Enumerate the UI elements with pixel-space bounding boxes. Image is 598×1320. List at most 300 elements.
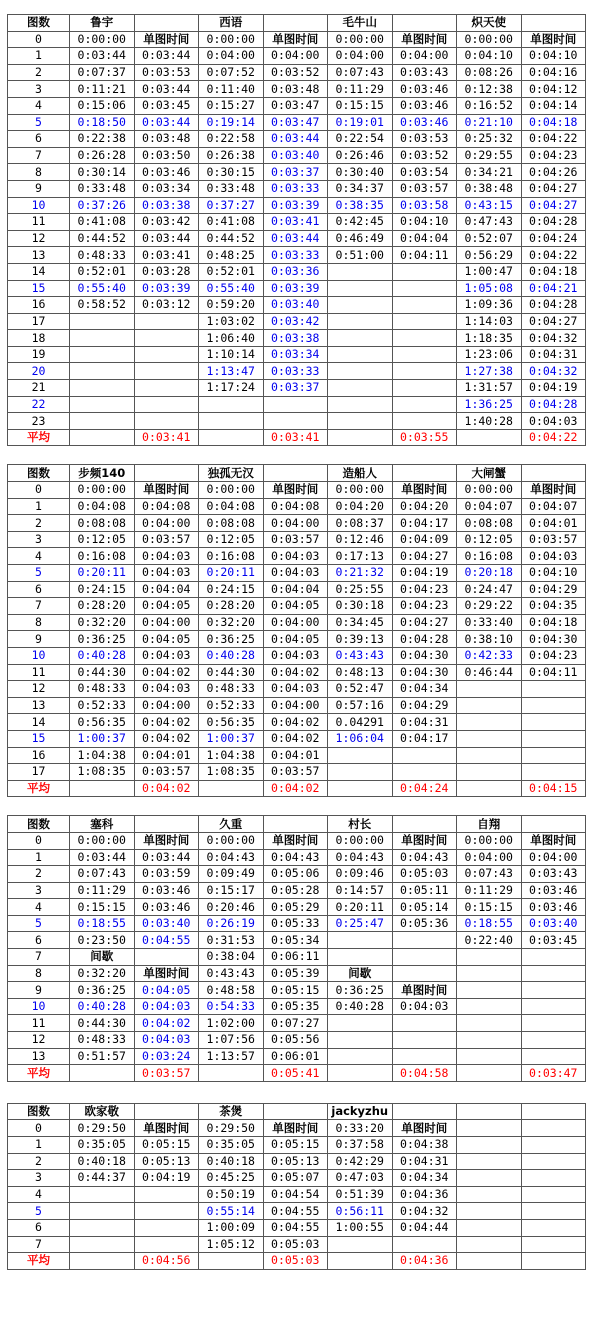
time-cell: 0:04:05 [263, 631, 328, 648]
time-cell [521, 1186, 586, 1203]
time-cell: 0:03:48 [134, 131, 199, 148]
time-cell [521, 949, 586, 966]
time-cell: 0:05:03 [263, 1236, 328, 1253]
map-index: 22 [8, 396, 70, 413]
time-cell: 0:48:33 [70, 1032, 135, 1049]
time-cell: 0:20:11 [199, 565, 264, 582]
time-cell: 0:41:08 [199, 214, 264, 231]
time-cell: 0:04:26 [521, 164, 586, 181]
time-cell: 0:43:43 [199, 965, 264, 982]
time-cell: 0:04:00 [392, 48, 457, 65]
time-cell: 0:03:39 [263, 197, 328, 214]
average-empty [70, 429, 135, 446]
time-cell: 0:04:18 [521, 263, 586, 280]
map-index: 7 [8, 598, 70, 615]
time-cell: 1:00:47 [457, 263, 522, 280]
time-cell: 0:05:29 [263, 899, 328, 916]
time-cell [328, 949, 393, 966]
map-index: 11 [8, 214, 70, 231]
time-cell [392, 747, 457, 764]
header-row [8, 15, 586, 32]
time-cell: 0:55:14 [199, 1203, 264, 1220]
time-cell [328, 747, 393, 764]
map-index: 12 [8, 230, 70, 247]
time-cell: 0.04291 [328, 714, 393, 731]
time-cell: 0:36:25 [199, 631, 264, 648]
time-cell: 0:00:00 [70, 482, 135, 499]
time-cell: 0:30:18 [328, 598, 393, 615]
time-cell [457, 1203, 522, 1220]
time-cell: 0:52:33 [199, 697, 264, 714]
time-cell: 0:05:15 [134, 1137, 199, 1154]
time-cell: 0:35:05 [70, 1137, 135, 1154]
time-cell: 0:04:10 [521, 565, 586, 582]
time-cell: 0:12:05 [70, 531, 135, 548]
time-cell: 0:03:44 [134, 230, 199, 247]
time-cell: 0:03:42 [263, 313, 328, 330]
time-cell: 0:03:44 [70, 48, 135, 65]
data-row [8, 647, 586, 664]
time-cell: 0:03:44 [263, 230, 328, 247]
time-cell [521, 1120, 586, 1137]
time-cell: 0:00:00 [328, 482, 393, 499]
data-row [8, 131, 586, 148]
map-index: 5 [8, 915, 70, 932]
time-cell: 0:03:34 [134, 180, 199, 197]
player-name: 步频140 [70, 465, 135, 482]
time-cell: 0:04:43 [328, 849, 393, 866]
time-cell [134, 413, 199, 430]
time-cell: 0:11:29 [457, 882, 522, 899]
header-empty [263, 15, 328, 32]
time-cell [134, 1186, 199, 1203]
time-cell: 0:04:00 [134, 697, 199, 714]
time-cell: 0:29:50 [70, 1120, 135, 1137]
time-cell: 0:03:44 [263, 131, 328, 148]
time-cell: 0:03:57 [263, 764, 328, 781]
time-cell: 0:11:21 [70, 81, 135, 98]
time-cell: 0:51:00 [328, 247, 393, 264]
average-row [8, 429, 586, 446]
time-cell [521, 764, 586, 781]
time-cell [70, 346, 135, 363]
time-cell: 0:04:03 [134, 1032, 199, 1049]
data-row [8, 164, 586, 181]
player-name: 造船人 [328, 465, 393, 482]
time-cell [199, 396, 264, 413]
map-index: 20 [8, 363, 70, 380]
time-cell: 0:04:31 [392, 1153, 457, 1170]
time-cell: 0:04:03 [392, 998, 457, 1015]
time-cell: 0:04:12 [521, 81, 586, 98]
header-empty [521, 816, 586, 833]
time-cell: 0:28:20 [70, 598, 135, 615]
data-row [8, 197, 586, 214]
time-cell [392, 297, 457, 314]
time-cell [521, 681, 586, 698]
average-empty [457, 1065, 522, 1082]
data-row [8, 97, 586, 114]
time-cell: 0:48:33 [199, 681, 264, 698]
map-index: 4 [8, 548, 70, 565]
time-cell: 0:04:29 [392, 697, 457, 714]
time-cell: 0:52:07 [457, 230, 522, 247]
average-value: 0:03:55 [392, 429, 457, 446]
time-cell: 0:44:52 [70, 230, 135, 247]
time-cell [392, 1032, 457, 1049]
time-cell: 0:04:16 [521, 64, 586, 81]
time-cell: 0:04:02 [263, 714, 328, 731]
time-cell: 0:38:04 [199, 949, 264, 966]
data-row [8, 230, 586, 247]
time-cell [457, 1048, 522, 1065]
time-cell [521, 747, 586, 764]
map-index: 6 [8, 581, 70, 598]
time-cell: 0:04:01 [521, 515, 586, 532]
time-cell [521, 1170, 586, 1187]
time-cell: 0:26:28 [70, 147, 135, 164]
player-name: 独孤无汉 [199, 465, 264, 482]
time-cell: 0:14:57 [328, 882, 393, 899]
time-cell [328, 363, 393, 380]
time-cell: 0:04:04 [263, 581, 328, 598]
time-cell: 0:15:15 [457, 899, 522, 916]
time-cell [328, 313, 393, 330]
time-cell: 0:52:01 [199, 263, 264, 280]
map-index: 9 [8, 180, 70, 197]
time-cell: 0:07:27 [263, 1015, 328, 1032]
time-cell [328, 297, 393, 314]
time-cell: 0:04:08 [263, 498, 328, 515]
split-label: 间歇 [328, 965, 393, 982]
split-label: 单图时间 [134, 482, 199, 499]
time-cell: 0:04:22 [521, 247, 586, 264]
time-cell: 0:04:18 [521, 614, 586, 631]
data-row [8, 1048, 586, 1065]
player-name: 毛牛山 [328, 15, 393, 32]
time-cell: 1:08:35 [199, 764, 264, 781]
time-cell: 0:05:35 [263, 998, 328, 1015]
time-cell [70, 1236, 135, 1253]
time-cell: 0:42:45 [328, 214, 393, 231]
header-empty [263, 1103, 328, 1120]
map-index: 9 [8, 982, 70, 999]
time-cell: 0:03:45 [134, 97, 199, 114]
map-index: 16 [8, 297, 70, 314]
time-cell: 0:46:49 [328, 230, 393, 247]
time-cell: 0:03:44 [134, 48, 199, 65]
map-index: 13 [8, 697, 70, 714]
time-cell: 0:09:49 [199, 866, 264, 883]
header-row [8, 1103, 586, 1120]
time-cell: 0:11:29 [328, 81, 393, 98]
data-row [8, 64, 586, 81]
time-cell: 0:03:48 [263, 81, 328, 98]
time-cell: 0:03:57 [134, 764, 199, 781]
time-cell: 0:04:00 [263, 515, 328, 532]
time-cell: 1:27:38 [457, 363, 522, 380]
time-cell: 0:51:57 [70, 1048, 135, 1065]
data-row [8, 681, 586, 698]
time-cell: 0:21:10 [457, 114, 522, 131]
data-row [8, 1219, 586, 1236]
time-cell: 0:03:33 [263, 180, 328, 197]
time-cell [134, 949, 199, 966]
header-empty [134, 1103, 199, 1120]
time-cell [328, 346, 393, 363]
time-cell: 0:44:37 [70, 1170, 135, 1187]
time-cell: 0:04:24 [521, 230, 586, 247]
time-cell: 1:13:47 [199, 363, 264, 380]
average-value: 0:04:58 [392, 1065, 457, 1082]
time-cell: 0:03:37 [263, 164, 328, 181]
time-cell: 0:04:02 [134, 730, 199, 747]
time-cell: 0:04:00 [328, 48, 393, 65]
time-cell: 1:17:24 [199, 380, 264, 397]
time-cell: 0:56:35 [199, 714, 264, 731]
map-index: 2 [8, 866, 70, 883]
data-row [8, 482, 586, 499]
timing-block [7, 14, 586, 446]
data-row [8, 247, 586, 264]
map-index: 10 [8, 998, 70, 1015]
time-cell [328, 932, 393, 949]
time-cell: 0:12:05 [457, 531, 522, 548]
time-cell: 0:04:02 [134, 714, 199, 731]
average-empty [70, 1253, 135, 1270]
time-cell: 0:22:58 [199, 131, 264, 148]
time-cell: 0:03:36 [263, 263, 328, 280]
player-name: 炽天使 [457, 15, 522, 32]
time-cell: 0:03:24 [134, 1048, 199, 1065]
time-cell [457, 1170, 522, 1187]
time-cell [392, 413, 457, 430]
time-cell [521, 1015, 586, 1032]
time-cell: 0:04:03 [134, 681, 199, 698]
header-empty [392, 1103, 457, 1120]
time-cell: 0:03:58 [392, 197, 457, 214]
time-cell: 0:05:34 [263, 932, 328, 949]
block-gap [7, 1082, 585, 1103]
header-empty [392, 465, 457, 482]
time-cell: 0:04:28 [521, 396, 586, 413]
split-label: 单图时间 [392, 982, 457, 999]
time-cell: 0:04:00 [263, 697, 328, 714]
time-cell: 0:03:46 [521, 899, 586, 916]
map-index: 4 [8, 97, 70, 114]
split-label: 单图时间 [521, 31, 586, 48]
data-row [8, 363, 586, 380]
map-index: 15 [8, 730, 70, 747]
time-cell: 0:04:23 [521, 647, 586, 664]
time-cell: 0:39:13 [328, 631, 393, 648]
time-cell: 0:19:01 [328, 114, 393, 131]
time-cell: 0:05:15 [263, 1137, 328, 1154]
time-cell: 0:34:37 [328, 180, 393, 197]
time-cell [328, 263, 393, 280]
map-index: 18 [8, 330, 70, 347]
time-cell: 1:06:40 [199, 330, 264, 347]
time-cell: 0:04:30 [521, 631, 586, 648]
split-label: 间歇 [70, 949, 135, 966]
time-cell: 0:34:45 [328, 614, 393, 631]
time-cell: 0:04:23 [392, 581, 457, 598]
time-cell: 0:04:03 [263, 548, 328, 565]
time-cell: 1:23:06 [457, 346, 522, 363]
time-cell: 0:19:14 [199, 114, 264, 131]
header-row [8, 465, 586, 482]
data-row [8, 982, 586, 999]
time-cell [134, 396, 199, 413]
time-cell [392, 280, 457, 297]
time-cell: 0:05:14 [392, 899, 457, 916]
time-cell: 0:15:17 [199, 882, 264, 899]
average-empty [199, 780, 264, 797]
time-cell: 0:04:20 [392, 498, 457, 515]
time-cell [521, 730, 586, 747]
time-cell: 0:12:05 [199, 531, 264, 548]
time-cell [392, 396, 457, 413]
time-cell [392, 380, 457, 397]
time-cell: 0:04:27 [392, 614, 457, 631]
player-name [457, 1103, 522, 1120]
average-value: 0:04:02 [134, 780, 199, 797]
time-cell: 0:00:00 [328, 832, 393, 849]
map-index: 5 [8, 1203, 70, 1220]
time-cell [457, 1219, 522, 1236]
map-index: 2 [8, 64, 70, 81]
time-cell [134, 330, 199, 347]
time-cell [328, 413, 393, 430]
time-cell: 0:11:29 [70, 882, 135, 899]
map-index: 8 [8, 614, 70, 631]
time-cell: 0:20:11 [328, 899, 393, 916]
time-cell: 0:04:43 [392, 849, 457, 866]
time-cell: 0:04:44 [392, 1219, 457, 1236]
time-cell: 1:00:09 [199, 1219, 264, 1236]
map-index: 0 [8, 482, 70, 499]
average-label: 平均 [8, 780, 70, 797]
time-cell: 0:04:34 [392, 1170, 457, 1187]
map-index: 7 [8, 949, 70, 966]
average-value: 0:05:03 [263, 1253, 328, 1270]
time-cell: 0:32:20 [199, 614, 264, 631]
block-gap [7, 446, 585, 464]
split-label: 单图时间 [521, 832, 586, 849]
time-cell: 0:29:22 [457, 598, 522, 615]
map-index: 14 [8, 714, 70, 731]
time-cell: 0:52:01 [70, 263, 135, 280]
time-cell [392, 1048, 457, 1065]
average-value: 0:04:22 [521, 429, 586, 446]
time-cell: 0:03:41 [263, 214, 328, 231]
time-cell: 0:04:08 [134, 498, 199, 515]
time-cell: 0:15:15 [70, 899, 135, 916]
map-index: 7 [8, 1236, 70, 1253]
time-cell [457, 998, 522, 1015]
time-cell: 0:15:06 [70, 97, 135, 114]
map-index: 14 [8, 263, 70, 280]
data-row [8, 614, 586, 631]
time-cell [392, 1015, 457, 1032]
player-name: 西语 [199, 15, 264, 32]
time-cell [70, 363, 135, 380]
split-label: 单图时间 [134, 1120, 199, 1137]
time-cell: 1:02:00 [199, 1015, 264, 1032]
map-index: 10 [8, 197, 70, 214]
time-cell: 0:04:10 [392, 214, 457, 231]
time-cell: 0:04:03 [263, 681, 328, 698]
timing-block [7, 815, 586, 1082]
time-cell: 0:32:20 [70, 965, 135, 982]
average-empty [328, 780, 393, 797]
split-label: 单图时间 [263, 31, 328, 48]
time-cell [70, 1186, 135, 1203]
time-cell: 0:05:11 [392, 882, 457, 899]
map-index: 6 [8, 932, 70, 949]
time-cell: 0:04:04 [392, 230, 457, 247]
time-cell: 0:04:23 [392, 598, 457, 615]
average-value [521, 1253, 586, 1270]
data-row [8, 899, 586, 916]
data-row [8, 380, 586, 397]
time-cell: 0:05:15 [263, 982, 328, 999]
average-empty [328, 1253, 393, 1270]
time-cell: 0:16:08 [457, 548, 522, 565]
time-cell [392, 263, 457, 280]
time-cell: 0:54:33 [199, 998, 264, 1015]
time-cell: 0:43:15 [457, 197, 522, 214]
time-cell: 0:04:23 [521, 147, 586, 164]
time-cell: 0:05:13 [263, 1153, 328, 1170]
time-cell: 0:03:34 [263, 346, 328, 363]
data-row [8, 548, 586, 565]
map-index: 1 [8, 48, 70, 65]
time-cell: 0:48:25 [199, 247, 264, 264]
time-cell: 0:22:54 [328, 131, 393, 148]
average-value: 0:03:47 [521, 1065, 586, 1082]
timing-block [7, 464, 586, 797]
time-cell: 0:04:00 [199, 48, 264, 65]
time-cell: 1:00:37 [199, 730, 264, 747]
time-cell: 0:03:57 [134, 531, 199, 548]
time-cell: 0:48:58 [199, 982, 264, 999]
time-cell: 0:04:19 [134, 1170, 199, 1187]
time-cell [70, 330, 135, 347]
player-name: 鲁宇 [70, 15, 135, 32]
average-row [8, 780, 586, 797]
split-label: 单图时间 [134, 31, 199, 48]
time-cell: 0:03:59 [134, 866, 199, 883]
time-cell [457, 1153, 522, 1170]
time-cell: 0:37:58 [328, 1137, 393, 1154]
time-cell: 0:38:48 [457, 180, 522, 197]
time-cell: 0:07:37 [70, 64, 135, 81]
time-cell [328, 1236, 393, 1253]
time-cell: 0:03:46 [134, 899, 199, 916]
data-row [8, 1236, 586, 1253]
time-cell: 0:00:00 [328, 31, 393, 48]
time-cell: 0:40:18 [70, 1153, 135, 1170]
map-index: 4 [8, 899, 70, 916]
time-cell: 0:30:15 [199, 164, 264, 181]
time-cell: 0:03:46 [392, 114, 457, 131]
time-cell: 1:13:57 [199, 1048, 264, 1065]
average-empty [199, 1253, 264, 1270]
map-index: 3 [8, 882, 70, 899]
time-cell: 0:04:02 [263, 664, 328, 681]
data-row [8, 714, 586, 731]
